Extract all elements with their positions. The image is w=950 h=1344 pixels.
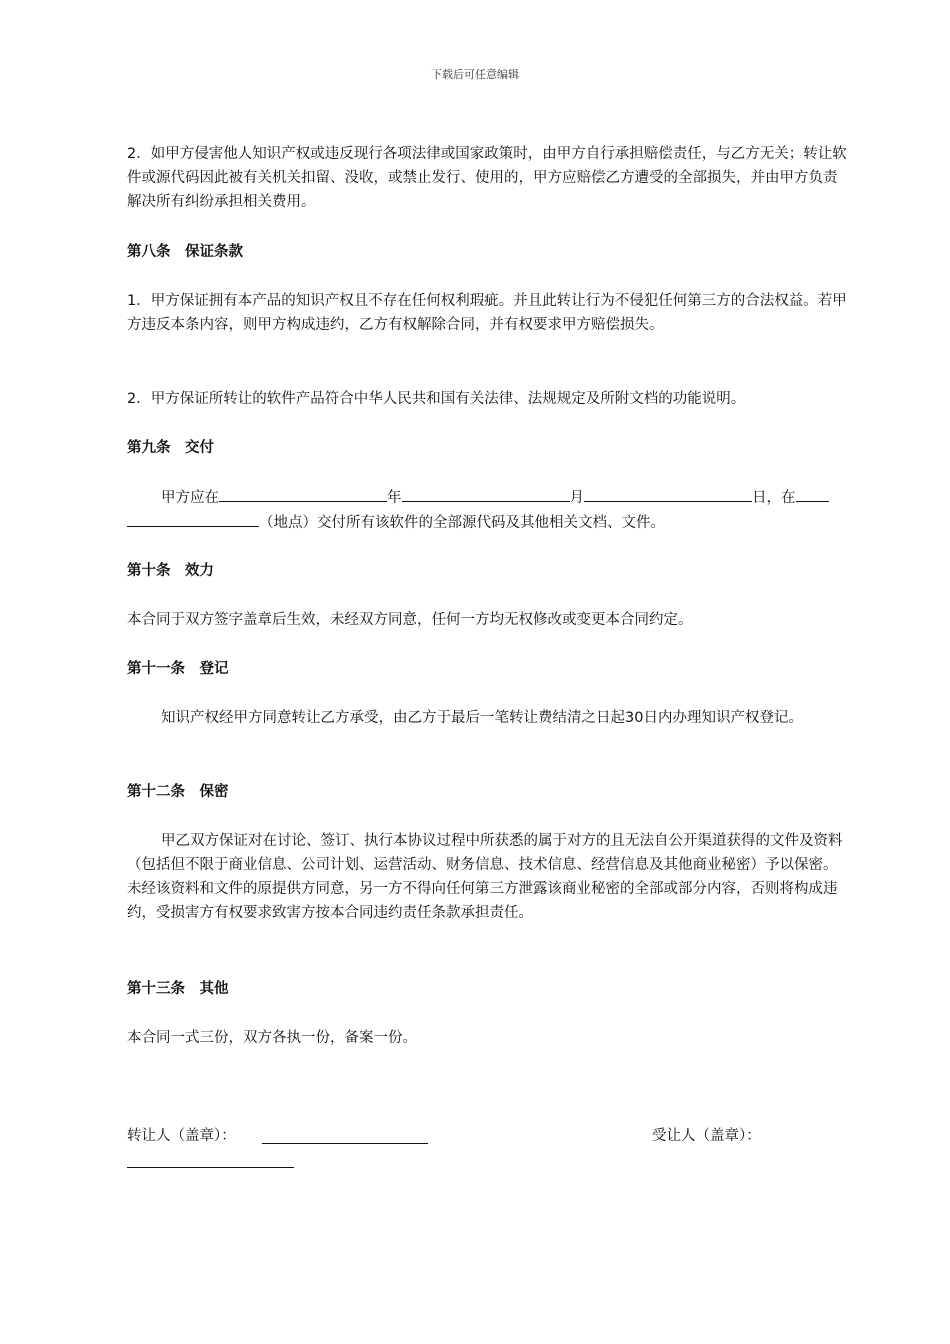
delivery-tail: （地点）交付所有该软件的全部源代码及其他相关文档、文件。	[259, 515, 665, 531]
paragraph: 2．甲方保证所转让的软件产品符合中华人民共和国有关法律、法规规定及所附文档的功能说明。	[127, 391, 746, 407]
place-blank-start[interactable]	[796, 485, 829, 502]
article-10-body	[127, 608, 847, 632]
paragraph: 甲乙双方保证对在讨论、签订、执行本协议过程中所获悉的属于对方的且无法自公开渠道获得的文件及资料（包括但不限于商业信息、公司计划、运营活动、财务信息、技术信息、经营信息及其他商业秘密）予以保密。未经该资料和文件的原提供方同意，另一方不得向任何第三方泄露该商业秘密的全部或部分内容，否则将构成违约，受损害方有权要求致害方按本合同违约责任条款承担责任。	[127, 833, 843, 921]
article-9-heading: 第九条 交付	[127, 440, 214, 456]
article-12-heading: 第十二条 保密	[127, 784, 229, 800]
transferor-signature-line[interactable]	[262, 1142, 428, 1144]
article-8-heading: 第八条 保证条款	[127, 244, 243, 260]
paragraph: 知识产权经甲方同意转让乙方承受，由乙方于最后一笔转让费结清之日起30日内办理知识产权登记。	[161, 710, 803, 726]
month-blank[interactable]	[402, 485, 570, 502]
paragraph: 1．甲方保证拥有本产品的知识产权且不存在任何权利瑕疵。并且此转让行为不侵犯任何第三方的合法权益。若甲方违反本条内容，则甲方构成违约，乙方有权解除合同，并有权要求甲方赔偿损失。	[127, 293, 847, 333]
article-12-body	[127, 829, 847, 925]
transferee-signature-line[interactable]	[127, 1166, 294, 1168]
article-13-heading-wrap	[127, 977, 847, 1001]
delivery-line-2	[127, 510, 847, 535]
article-9-heading-wrap	[127, 436, 847, 460]
place-blank-end[interactable]	[127, 510, 259, 527]
article-10-heading-wrap	[127, 559, 847, 583]
delivery-line-1	[127, 485, 847, 510]
clause-7-item-2	[127, 142, 847, 214]
clause-8-item-2	[127, 387, 887, 411]
day-label: 日，在	[752, 490, 796, 506]
article-10-heading: 第十条 效力	[127, 563, 214, 579]
delivery-lead: 甲方应在	[161, 490, 219, 506]
article-8-heading-wrap	[127, 240, 847, 264]
day-blank[interactable]	[584, 485, 752, 502]
article-13-body	[127, 1026, 847, 1050]
transferor-label: 转让人（盖章）：	[127, 1128, 236, 1144]
year-label: 年	[387, 490, 402, 506]
year-blank[interactable]	[219, 485, 387, 502]
delivery-clause	[127, 485, 847, 535]
clause-8-item-1	[127, 289, 847, 337]
article-13-heading: 第十三条 其他	[127, 981, 229, 997]
paragraph: 本合同一式三份，双方各执一份，备案一份。	[127, 1030, 417, 1046]
article-11-body	[127, 706, 847, 730]
article-12-heading-wrap	[127, 780, 847, 804]
article-11-heading-wrap	[127, 657, 847, 681]
paragraph: 本合同于双方签字盖章后生效，未经双方同意，任何一方均无权修改或变更本合同约定。	[127, 612, 693, 628]
transferee-label: 受让人（盖章）：	[652, 1128, 761, 1144]
paragraph: 2．如甲方侵害他人知识产权或违反现行各项法律或国家政策时，由甲方自行承担赔偿责任，与乙方无关；转让软件或源代码因此被有关机关扣留、没收，或禁止发行、使用的，甲方应赔偿乙方遭受的全部损失，并由甲方负责解决所有纠纷承担相关费用。	[127, 146, 847, 210]
month-label: 月	[569, 490, 584, 506]
article-11-heading: 第十一条 登记	[127, 661, 229, 677]
page-header: 下载后可任意编辑	[431, 68, 519, 81]
